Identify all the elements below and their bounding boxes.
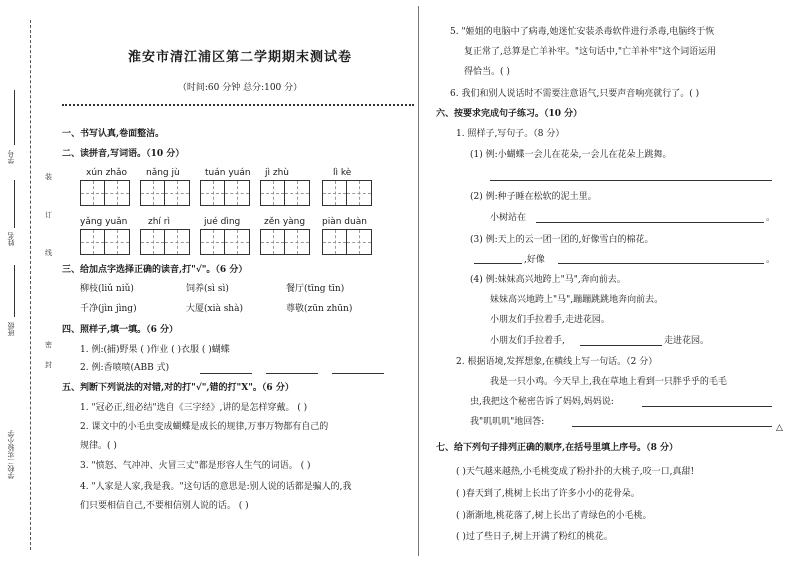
exam-meta: （时间:60 分钟 总分:100 分） [177,83,303,93]
context-line-3: 我"叽叽叽"地回答: [470,417,545,427]
sentence-example-4b: 妹妹高兴地跨上"马",蹦蹦跳跳地奔向前去。 [490,295,664,305]
answer-line-2[interactable] [536,222,764,223]
writing-grid-8[interactable] [200,229,250,255]
sentence-prompt-4: 小朋友们手拉着手, [490,336,565,346]
page-separator [418,6,419,556]
order-item-2[interactable]: ( )春天到了,桃树上长出了许多小小的花骨朵。 [456,489,640,499]
section-7-heading: 七、给下列句子排列正确的顺序,在括号里填上序号。（8 分） [436,443,679,453]
abb-answer-line-3[interactable] [332,373,384,374]
writing-grid-1[interactable] [80,180,130,206]
seal-mark-1: 密 [45,341,52,349]
writing-grid-2[interactable] [140,180,190,206]
cut-mark-2: 订 [45,211,52,219]
class-line [14,265,15,317]
writing-grid-7[interactable] [140,229,190,255]
sentence-given-4: 小朋友们手拉着手,走进花园。 [490,315,610,325]
order-item-3[interactable]: ( )渐渐地,桃花落了,树上长出了青绿色的小毛桃。 [456,511,652,521]
order-item-4[interactable]: ( )过了些日子,树上开满了粉红的桃花。 [456,532,613,542]
answer-line-4[interactable] [580,345,662,346]
reading-choice-4[interactable]: 千净(jìn jìng) [80,304,137,314]
cut-mark-3: 线 [45,249,52,257]
reading-choice-6[interactable]: 尊敬(zūn zhūn) [286,304,353,314]
section-3-heading: 三、给加点字选择正确的读音,打"√"。（6 分） [62,265,248,275]
judge-item-4-cont[interactable]: 们只要相信自己,不要相信别人说的话。 ( ) [80,501,249,511]
cut-mark-1: 装 [45,173,52,181]
writing-grid-3[interactable] [200,180,250,206]
pinyin-8: jué dìng [204,217,241,227]
fill-in-1[interactable]: 1. 例:(捕)野果 ( )作业 ( )衣服 ( )蝴蝶 [80,345,230,355]
pinyin-7: zhí rì [148,217,170,227]
exam-title: 淮安市清江浦区第二学期期末测试卷 [127,50,352,65]
fill-in-2[interactable]: 2. 例:香喷喷(ABB 式) [80,363,170,373]
judge-item-5-line-3[interactable]: 得恰当。( ) [464,67,510,77]
section-2-heading: 二、读拼音,写词语。（10 分） [62,149,185,159]
sentence-task-2: 2. 根据语境,发挥想象,在横线上写一句话。（2 分） [456,357,658,367]
judge-item-6[interactable]: 6. 我们和别人说话时不需要注意语气,只要声音响亮就行了。( ) [450,89,700,99]
school-label: 学校二实验小学 [7,430,15,479]
seal-mark-2: 封 [45,361,52,369]
sentence-example-1: (1) 例:小蝴蝶一会儿在花朵,一会儿在花朵上跳舞。 [470,150,672,160]
writing-grid-6[interactable] [80,229,130,255]
judge-item-5-line-2[interactable]: 复正常了,总算是亡羊补牢。"这句话中,"亡羊补牢"这个词语运用 [464,47,717,57]
pinyin-6: yǎng yuǎn [80,217,128,227]
margin-mark: △ [776,423,783,433]
order-item-1[interactable]: ( )天气越来越热,小毛桃变成了粉扑扑的大桃子,咬一口,真甜! [456,467,695,477]
context-line-2: 虫,我把这个秘密告诉了妈妈,妈妈说: [470,397,614,407]
sentence-example-4: (4) 例:妹妹高兴地跨上"马",奔向前去。 [470,275,626,285]
sentence-example-3: (3) 例:天上的云一团一团的,好像雪白的棉花。 [470,235,654,245]
judge-item-2-cont[interactable]: 规律。( ) [80,441,117,451]
binding-dashed-line [30,20,31,550]
pinyin-4: jì zhù [265,168,289,178]
reading-choice-5[interactable]: 大厦(xià shà) [186,304,243,314]
abb-answer-line-2[interactable] [266,373,318,374]
sentence-end-3: 。 [766,255,776,265]
binding-rail [0,0,62,562]
sentence-end-2: 。 [766,213,776,223]
name-label: 姓名 [7,232,15,246]
writing-grid-9[interactable] [260,229,310,255]
writing-grid-4[interactable] [260,180,310,206]
section-5-heading: 五、判断下列说法的对错,对的打"√",错的打"X"。（6 分） [62,383,294,393]
name-line [14,180,15,228]
pinyin-1: xún zhǎo [86,168,128,178]
judge-item-5-line-1[interactable]: 5. "姬姐的电脑中了病毒,她迷忙安装杀毒软件进行杀毒,电脑终于恢 [450,27,715,37]
section-1-heading: 一、书写认真,卷面整洁。 [62,129,165,139]
answer-line-5b[interactable] [572,426,772,427]
answer-line-5a[interactable] [642,406,772,407]
context-line-1: 我是一只小鸡。今天早上,我在草地上看到一只胖乎乎的毛毛 [490,377,727,387]
section-4-heading: 四、照样子,填一填。（6 分） [62,325,179,335]
pinyin-2: nǎng jù [146,168,180,178]
pinyin-5: lì kè [333,168,352,178]
pinyin-10: piàn duàn [322,217,367,227]
judge-item-1[interactable]: 1. "冠必正,纽必结"选自《三字经》,讲的是怎样穿戴。 ( ) [80,403,308,413]
reading-choice-2[interactable]: 饲养(sì sì) [186,284,229,294]
writing-grid-5[interactable] [322,180,372,206]
sentence-task-1: 1. 照样子,写句子。（8 分） [456,129,565,139]
sentence-end-4: 走进花园。 [664,336,710,346]
student-id-line [14,90,15,145]
answer-line-1[interactable] [490,180,772,181]
reading-choice-3[interactable]: 餐厅(tīng tīn) [286,284,345,294]
sentence-prompt-3: ,好像 [524,255,545,265]
sentence-example-2: (2) 例:种子睡在松软的泥土里。 [470,192,597,202]
pinyin-3: tuán yuán [205,168,251,178]
answer-line-3a[interactable] [474,263,522,264]
student-id-label: 学号 [7,150,15,164]
reading-choice-1[interactable]: 柳枝(liǔ niǔ) [80,284,134,294]
judge-item-3[interactable]: 3. "愤怒、气冲冲、火冒三丈"都是形容人生气的词语。 ( ) [80,461,311,471]
judge-item-2[interactable]: 2. 课文中的小毛虫变成蝴蝶是成长的规律,万事万物都有自己的 [80,422,329,432]
answer-line-3b[interactable] [558,263,764,264]
judge-item-4[interactable]: 4. "人家是人家,我是我。"这句话的意思是:别人说的话都是骗人的,我 [80,482,352,492]
header-dotted-rule [62,104,414,106]
sentence-prompt-2: 小树站在 [490,213,527,223]
class-label: 班级 [7,322,15,336]
abb-answer-line-1[interactable] [200,373,252,374]
writing-grid-10[interactable] [322,229,372,255]
pinyin-9: zěn yàng [264,217,306,227]
section-6-heading: 六、按要求完成句子练习。（10 分） [436,109,583,119]
